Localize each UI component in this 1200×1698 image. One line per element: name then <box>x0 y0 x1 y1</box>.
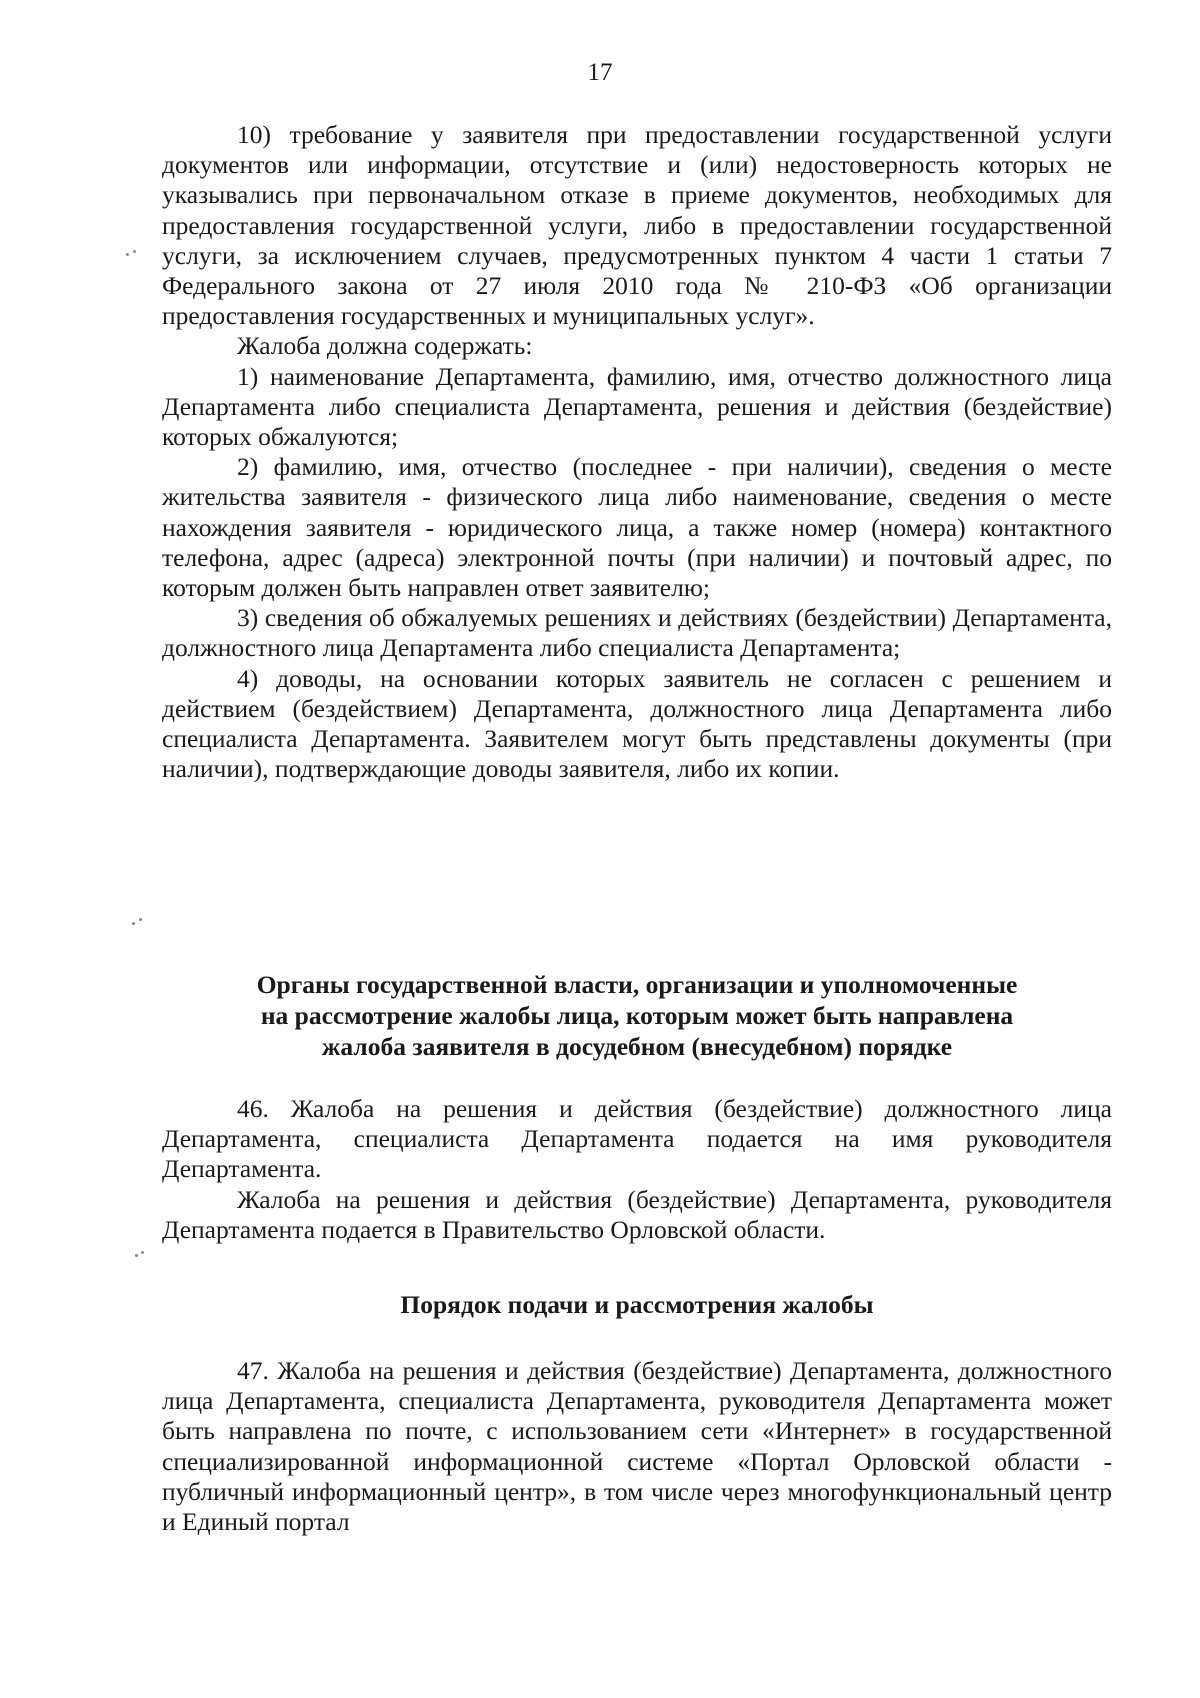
scan-artifact <box>132 922 135 925</box>
scan-artifact <box>126 253 129 256</box>
complaint-requirements-section <box>162 120 1112 784</box>
heading-line: жалоба заявителя в досудебном (внесудебном) порядке <box>321 1031 953 1061</box>
section-heading-submission-procedure <box>162 1290 1112 1321</box>
paragraph-item-47: 47. Жалоба на решения и действия (бездействие) Департамента, должностного лица Департамента, специалиста Департамента, руководителя Департамента может быть направлена по почте, с использованием сети «Интернет» в государственной специализированной информационной системе «Портал Орловской области - публичный информационный центр», в том числе через многофункциональный центр и Единый портал <box>162 1356 1112 1537</box>
heading-line: Органы государственной власти, организации и уполномоченные <box>256 970 1018 999</box>
page-number: 17 <box>587 59 613 86</box>
heading-line: на рассмотрение жалобы лица, которым может быть направлена <box>260 1000 1014 1030</box>
section-heading-authorities <box>162 970 1112 1062</box>
scan-artifact <box>139 918 142 921</box>
scan-artifact <box>141 1251 144 1254</box>
scan-artifact <box>135 1254 138 1257</box>
paragraph-contents-item-1: 1) наименование Департамента, фамилию, имя, отчество должностного лица Департамента либо специалиста Департамента, решения и действия (бездействие) которых обжалуются; <box>162 361 1112 452</box>
section-authorities-body <box>162 1094 1112 1245</box>
paragraph-item-46: 46. Жалоба на решения и действия (бездействие) должностного лица Департамента, специалиста Департамента подается на имя руководителя Департамента. <box>162 1094 1112 1184</box>
paragraph-complaint-contents-intro: Жалоба должна содержать: <box>237 331 533 361</box>
scan-artifact <box>133 250 136 253</box>
paragraph-contents-item-3: 3) сведения об обжалуемых решениях и действиях (бездействии) Департамента, должностного лица Департамента либо специалиста Департамента; <box>162 603 1112 663</box>
section-submission-body <box>162 1356 1112 1537</box>
paragraph-contents-item-4: 4) доводы, на основании которых заявитель не согласен с решением и действием (бездействием) Департамента, должностного лица Департамента либо специалиста Департамента. Заявителем могут быть представлены документы (при наличии), подтверждающие доводы заявителя, либо их копии. <box>162 663 1112 784</box>
paragraph-contents-item-2: 2) фамилию, имя, отчество (последнее - при наличии), сведения о месте жительства заявителя - физического лица либо наименование, сведения о месте нахождения заявителя - юридического лица, а также номер (номера) контактного телефона, адрес (адреса) электронной почты (при наличии) и почтовый адрес, по которым должен быть направлен ответ заявителю; <box>162 452 1112 603</box>
heading-line: Порядок подачи и рассмотрения жалобы <box>400 1290 874 1319</box>
paragraph-item-10: 10) требование у заявителя при предоставлении государственной услуги документов или информации, отсутствие и (или) недостоверность которых не указывались при первоначальном отказе в приеме документов, необходимых для предоставления государственной услуги, либо в предоставлении государственной услуги, за исключением случаев, предусмотренных пунктом 4 части 1 статьи 7 Федерального закона от 27 июля 2010 года № 210-ФЗ «Об организации предоставления государственных и муниципальных услуг». <box>162 120 1112 331</box>
paragraph-government-complaint: Жалоба на решения и действия (бездействие) Департамента, руководителя Департамента подается в Правительство Орловской области. <box>162 1184 1112 1244</box>
